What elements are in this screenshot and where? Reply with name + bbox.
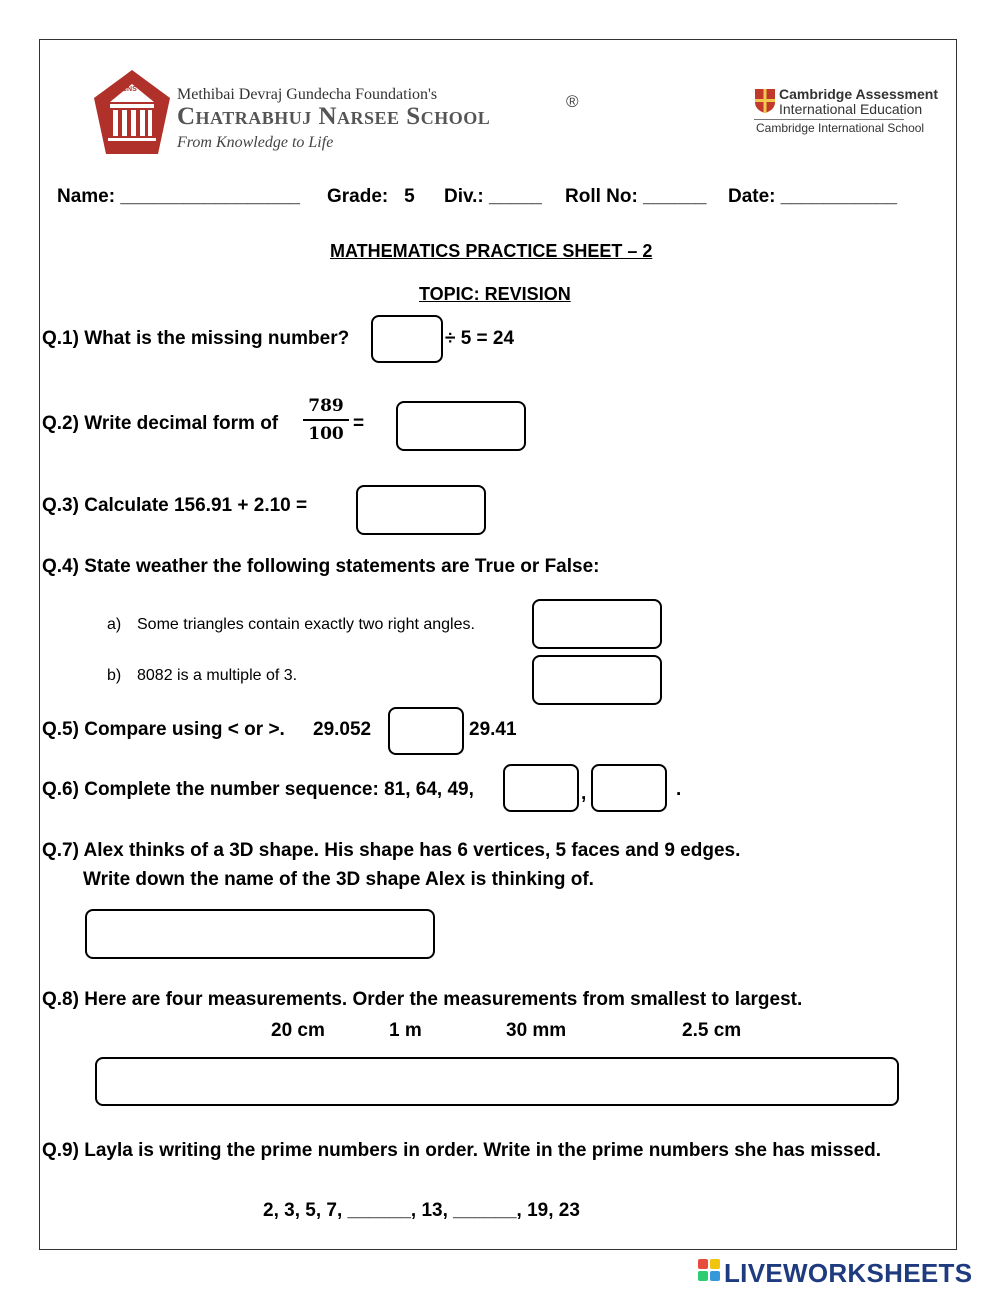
q2-denominator: 100 [308, 424, 344, 444]
q8-measurement: 2.5 cm [682, 1020, 742, 1041]
liveworksheets-brand: LIVEWORKSHEETS [724, 1258, 973, 1288]
q7-line1: Q.7) Alex thinks of a 3D shape. His shape has 6 vertices, 5 faces and 9 edges. [42, 840, 741, 861]
foundation-name: Methibai Devraj Gundecha Foundation's [177, 86, 438, 103]
q9-sequence: 2, 3, 5, 7, ______, 13, ______, 19, 23 [263, 1200, 580, 1221]
q4b-answer-box[interactable] [532, 655, 662, 705]
date-field[interactable]: Date: ___________ [728, 186, 898, 207]
q8-measurement: 20 cm [271, 1020, 325, 1041]
q6-answer-box-1[interactable] [503, 764, 579, 812]
q8-answer-box[interactable] [95, 1057, 899, 1106]
q4b-label: b) [107, 667, 122, 684]
q6-period: . [676, 779, 682, 800]
q3-answer-box[interactable] [356, 485, 486, 535]
q5-answer-box[interactable] [388, 707, 464, 755]
logo-initials: CNS [122, 86, 137, 93]
cambridge-divider [754, 119, 904, 120]
q2-fraction [303, 396, 349, 444]
q6-answer-box-2[interactable] [591, 764, 667, 812]
div-field[interactable]: Div.: _____ [444, 186, 542, 207]
topic-title: TOPIC: REVISION [419, 284, 571, 304]
q7-line2: Write down the name of the 3D shape Alex is thinking of. [83, 869, 594, 890]
q4b-text: 8082 is a multiple of 3. [137, 667, 298, 684]
name-field[interactable]: Name: _________________ [57, 186, 300, 207]
grade-label: Grade: 5 [327, 186, 415, 207]
roll-field[interactable]: Roll No: ______ [565, 186, 707, 207]
cambridge-line3: Cambridge International School [756, 121, 925, 135]
cambridge-line1: Cambridge Assessment [779, 86, 938, 102]
q1-answer-box[interactable] [371, 315, 443, 363]
q5-left-value: 29.052 [313, 719, 372, 740]
q2-equals: = [353, 413, 365, 434]
school-tagline: From Knowledge to Life [177, 134, 334, 151]
q5-right-value: 29.41 [469, 719, 517, 740]
cambridge-line2: International Education [779, 101, 923, 117]
q9-text: Q.9) Layla is writing the prime numbers in order. Write in the prime numbers she has missed. [42, 1140, 882, 1161]
q2-text: Q.2) Write decimal form of [42, 413, 279, 434]
liveworksheets-logo-icon [698, 1259, 720, 1281]
q4a-answer-box[interactable] [532, 599, 662, 649]
q8-text: Q.8) Here are four measurements. Order the measurements from smallest to largest. [42, 989, 803, 1010]
school-name: Chatrabhuj Narsee School [177, 103, 491, 130]
q2-answer-box[interactable] [396, 401, 526, 451]
q6-comma: , [581, 783, 587, 804]
q5-text: Q.5) Compare using < or >. [42, 719, 285, 740]
q8-measurement: 30 mm [506, 1020, 567, 1041]
q4a-label: a) [107, 616, 122, 633]
q6-text: Q.6) Complete the number sequence: 81, 64, 49, [42, 779, 474, 800]
school-logo [92, 68, 172, 156]
sheet-title: MATHEMATICS PRACTICE SHEET – 2 [330, 241, 653, 261]
q2-numerator: 789 [308, 396, 344, 416]
q3-text: Q.3) Calculate 156.91 + 2.10 = [42, 495, 308, 516]
q8-measurement: 1 m [389, 1020, 422, 1041]
cambridge-shield-icon [754, 88, 776, 114]
q1-equation: ÷ 5 = 24 [445, 328, 515, 349]
q4a-text: Some triangles contain exactly two right angles. [137, 616, 475, 633]
registered-mark: ® [566, 92, 579, 111]
q1-text: Q.1) What is the missing number? [42, 328, 350, 349]
q4-text: Q.4) State weather the following statements are True or False: [42, 556, 600, 577]
q7-answer-box[interactable] [85, 909, 435, 959]
